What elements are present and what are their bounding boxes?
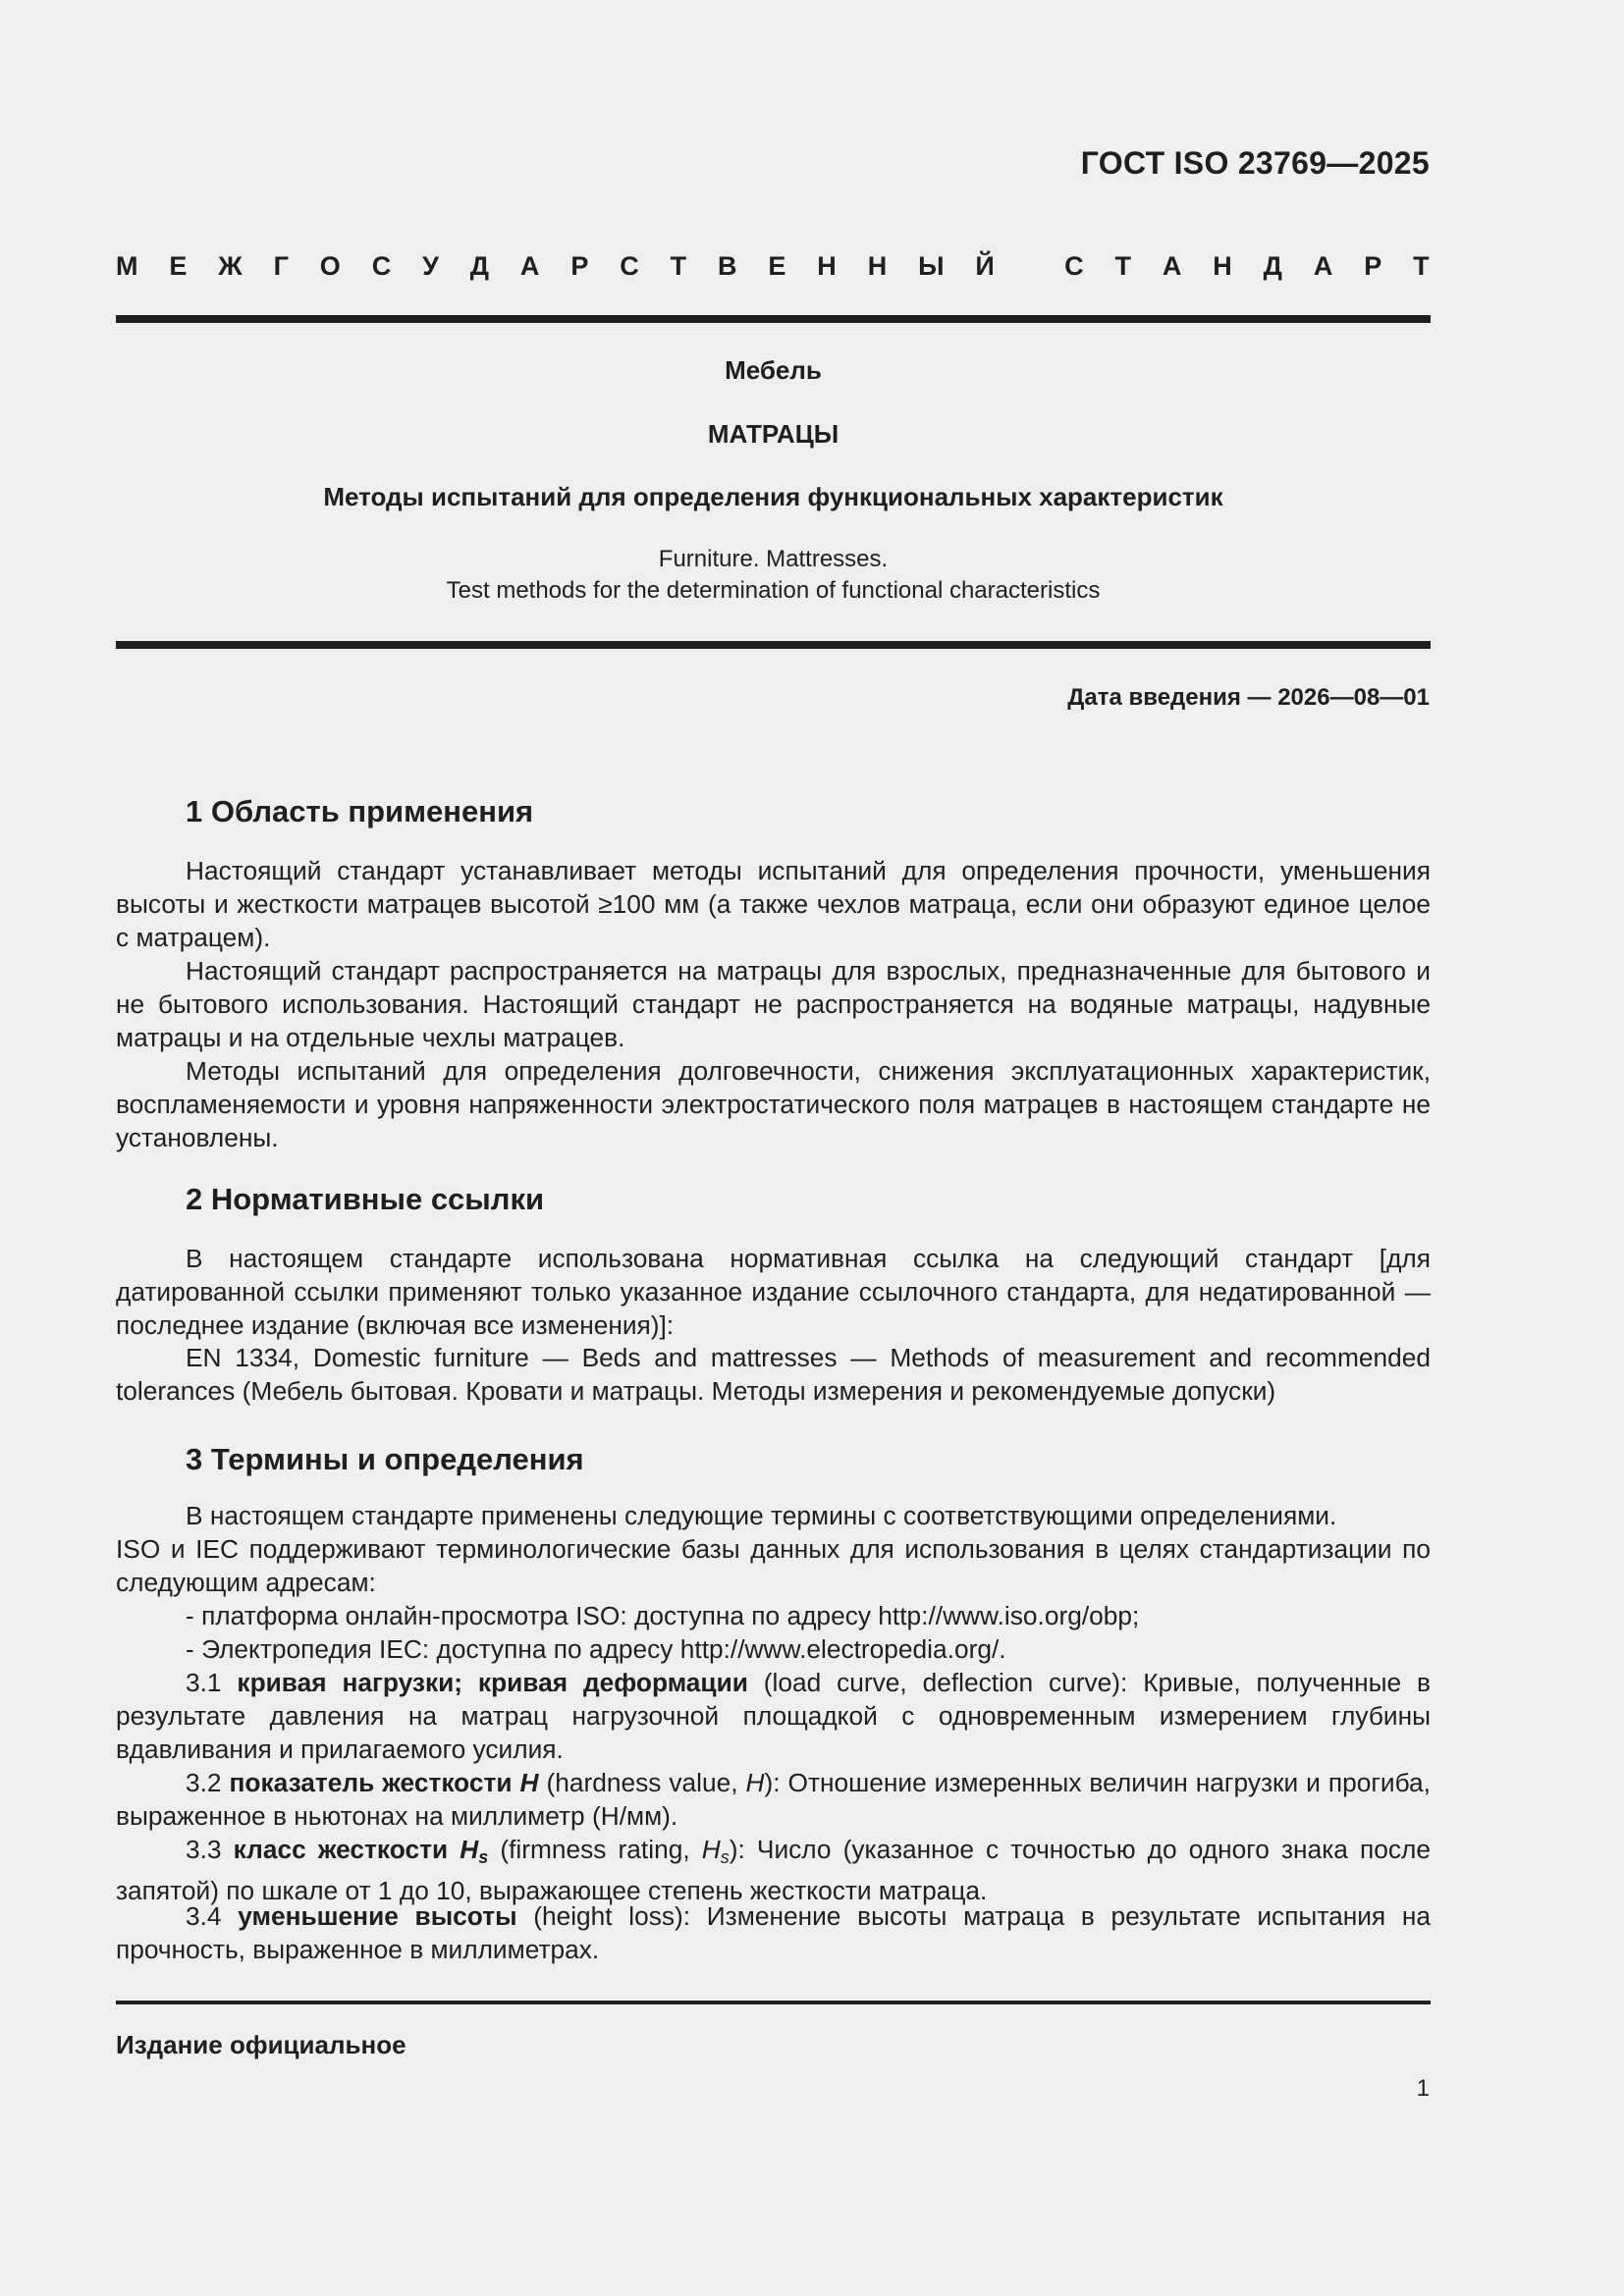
footer-rule bbox=[116, 2001, 1431, 2004]
term-3-2-english: (hardness value, bbox=[538, 1768, 746, 1797]
heading-letter: Р bbox=[570, 251, 589, 281]
section-1-paragraph-3: Методы испытаний для определения долговечности, снижения эксплуатационных характеристик, воспламеняемости и уровня напряженности электростатического поля матрацев в настоящем стандарте не установлены. bbox=[116, 1056, 1431, 1152]
heading-letter: Ы bbox=[918, 251, 945, 281]
term-3-3-name: класс жесткости bbox=[233, 1835, 460, 1864]
title-english-line1: Furniture. Mattresses. bbox=[658, 546, 889, 572]
page-number: 1 bbox=[1416, 2075, 1430, 2102]
heading-letter: Е bbox=[768, 251, 786, 281]
term-3-1-number: 3.1 bbox=[186, 1668, 238, 1697]
term-3-2-number: 3.2 bbox=[186, 1768, 230, 1797]
term-3-2 bbox=[116, 1766, 1431, 1833]
term-3-3-symbol-2: H bbox=[701, 1835, 721, 1864]
section-3-paragraph-1: В настоящем стандарте применены следующие термины с соответствующими определениями. bbox=[186, 1501, 1337, 1530]
heading-letter: Г bbox=[273, 251, 289, 281]
title-bottom-rule bbox=[116, 641, 1431, 649]
section-2-paragraph-1: В настоящем стандарте использована нормативная ссылка на следующий стандарт [для датированной ссылки применяют только указанное издание ссылочного стандарта, для недатированной — последнее издание (включая все изменения)]: bbox=[116, 1244, 1431, 1340]
title-category: Мебель bbox=[725, 355, 822, 385]
list-item-iso-platform: - платформа онлайн-просмотра ISO: доступна по адресу http://www.iso.org/obp; bbox=[186, 1601, 1140, 1630]
heading-letter: Й bbox=[975, 251, 995, 281]
term-3-1-name: кривая нагрузки; кривая деформации bbox=[237, 1668, 748, 1697]
heading-letter: Т bbox=[670, 251, 687, 281]
term-3-2-definition: ): Отношение измеренных величин нагрузки и прогиба, выраженное в ньютонах на миллиметр (Н/мм). bbox=[116, 1768, 1431, 1831]
heading-letter: Д bbox=[1263, 251, 1282, 281]
term-3-4-name: уменьшение высоты bbox=[238, 1901, 517, 1931]
heading-letter: М bbox=[116, 251, 138, 281]
section-3-paragraph-2: ISO и IEC поддерживают терминологические базы данных для использования в целях стандартизации по следующим адресам: bbox=[116, 1534, 1431, 1597]
section-2-paragraph-2: EN 1334, Domestic furniture — Beds and mattresses — Methods of measurement and recommended tolerances (Мебель бытовая. Кровати и матрацы. Методы измерения и рекомендуемые допуски) bbox=[116, 1343, 1431, 1406]
heading-letter: Р bbox=[1364, 251, 1382, 281]
term-3-3 bbox=[116, 1833, 1431, 1907]
term-3-2-name: показатель жесткости bbox=[229, 1768, 520, 1797]
section-1-title: 1 Область применения bbox=[186, 794, 534, 828]
title-subject: МАТРАЦЫ bbox=[707, 419, 839, 449]
heading-letter: У bbox=[422, 251, 439, 281]
section-3-title: 3 Термины и определения bbox=[186, 1442, 584, 1476]
word-gap bbox=[1026, 251, 1034, 282]
heading-letter: Т bbox=[1114, 251, 1131, 281]
heading-letter: О bbox=[319, 251, 341, 281]
term-3-4 bbox=[116, 1899, 1431, 1966]
official-edition-label: Издание официальное bbox=[116, 2030, 406, 2059]
heading-letter: Н bbox=[1213, 251, 1232, 281]
heading-letter: Н bbox=[867, 251, 888, 281]
document-code: ГОСТ ISO 23769—2025 bbox=[1080, 145, 1430, 181]
section-1-paragraph-1: Настоящий стандарт устанавливает методы испытаний для определения прочности, уменьшения высоты и жесткости матрацев высотой ≥100 мм (а также чехлов матраца, если они образуют единое целое с матрацем). bbox=[116, 856, 1431, 952]
heading-letter: А bbox=[1313, 251, 1333, 281]
heading-letter: А bbox=[1162, 251, 1182, 281]
heading-letter: Н bbox=[817, 251, 837, 281]
term-3-3-symbol-2-sub: s bbox=[720, 1847, 730, 1867]
term-3-1-definition: (load curve, deflection curve): Кривые, полученные в результате давления на матрац нагрузочной площадкой с одновременным измерением глубины вдавливания и прилагаемого усилия. bbox=[116, 1668, 1431, 1764]
term-3-3-english: (firmness rating, bbox=[488, 1835, 702, 1864]
term-3-4-definition: (height loss): Изменение высоты матраца в результате испытания на прочность, выраженное в миллиметрах. bbox=[116, 1901, 1431, 1964]
standard-type-heading bbox=[116, 251, 1430, 282]
introduction-date: Дата введения — 2026—08—01 bbox=[1067, 684, 1430, 711]
heading-letter: А bbox=[519, 251, 540, 281]
term-3-3-number: 3.3 bbox=[186, 1835, 234, 1864]
heading-letter: Ж bbox=[218, 251, 243, 281]
section-2-title: 2 Нормативные ссылки bbox=[186, 1182, 545, 1216]
heading-letter: Т bbox=[1413, 251, 1430, 281]
title-english-line2: Test methods for the determination of functional characteristics bbox=[446, 577, 1101, 604]
title-english bbox=[116, 544, 1431, 607]
list-item-iec-electropedia: - Электропедия IEC: доступна по адресу http://www.electropedia.org/. bbox=[186, 1634, 1006, 1664]
term-3-2-symbol-2: H bbox=[745, 1768, 765, 1797]
section-1-paragraph-2: Настоящий стандарт распространяется на матрацы для взрослых, предназначенные для бытового и не бытового использования. Настоящий стандарт не распространяется на водяные матрацы, надувные матрацы и на отдельные чехлы матрацев. bbox=[116, 956, 1431, 1052]
heading-letter: С bbox=[1064, 251, 1084, 281]
term-3-3-symbol-sub: s bbox=[478, 1847, 489, 1867]
heading-letter: С bbox=[371, 251, 392, 281]
term-3-3-definition: ): Число (указанное с точностью до одного знака после запятой) по шкале от 1 до 10, выражающее степень жесткости матраца. bbox=[116, 1835, 1431, 1905]
term-3-4-number: 3.4 bbox=[186, 1901, 239, 1931]
heading-letter: Е bbox=[169, 251, 188, 281]
term-3-2-symbol: H bbox=[519, 1768, 539, 1797]
heading-letter: Д bbox=[469, 251, 490, 281]
term-3-1 bbox=[116, 1666, 1431, 1766]
title-subtitle: Методы испытаний для определения функциональных характеристик bbox=[323, 482, 1223, 511]
top-rule bbox=[116, 315, 1431, 323]
term-3-3-symbol: H bbox=[460, 1835, 479, 1864]
heading-letter: С bbox=[620, 251, 639, 281]
heading-letter: В bbox=[718, 251, 737, 281]
